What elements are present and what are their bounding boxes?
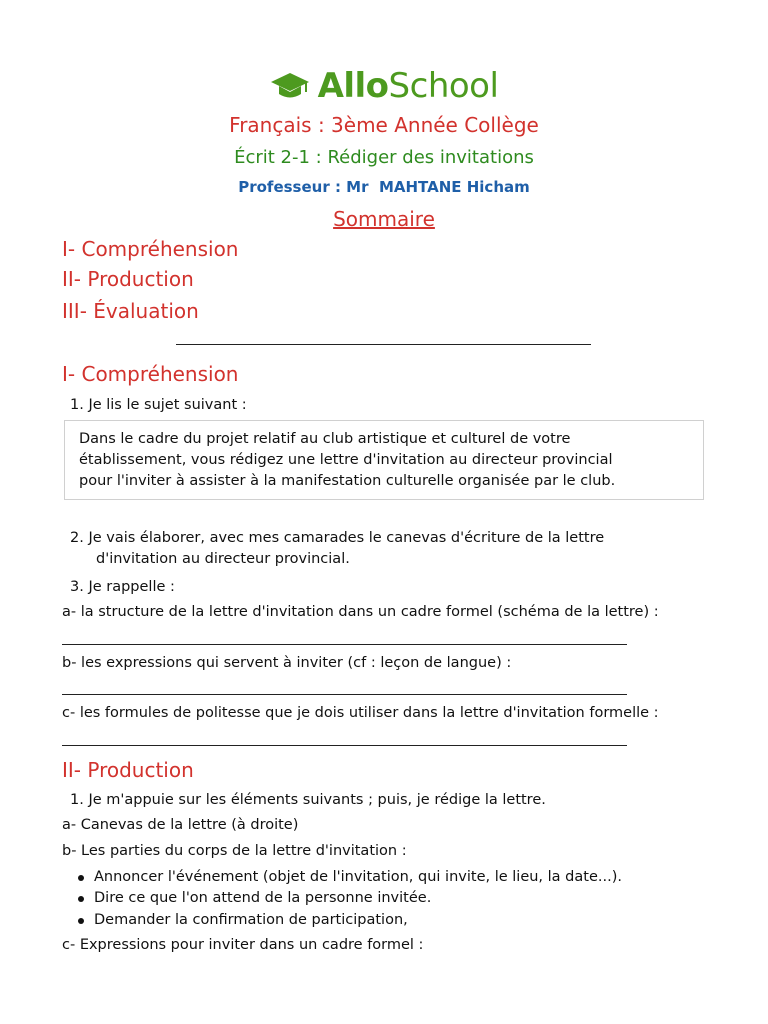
- item-2-continued: d'invitation au directeur provincial.: [96, 551, 350, 567]
- item-1: 1. Je lis le sujet suivant :: [70, 397, 247, 413]
- graduation-cap-icon: [270, 71, 310, 101]
- bullet-dot: [78, 896, 84, 902]
- alloschool-logo[interactable]: [0, 66, 768, 106]
- production-c: c- Expressions pour inviter dans un cadre formel :: [62, 937, 424, 953]
- toc-item-production[interactable]: II- Production: [62, 267, 194, 291]
- answer-line-c[interactable]: [62, 745, 627, 746]
- question-c: c- les formules de politesse que je dois utiliser dans la lettre d'invitation formelle :: [62, 705, 659, 721]
- answer-line-a[interactable]: [62, 644, 627, 645]
- item-3: 3. Je rappelle :: [70, 579, 175, 595]
- brand-bold: Allo: [317, 66, 389, 106]
- answer-line-b[interactable]: [62, 694, 627, 695]
- toc-item-evaluation[interactable]: III- Évaluation: [62, 299, 199, 323]
- question-a: a- la structure de la lettre d'invitation dans un cadre formel (schéma de la lettre) :: [62, 604, 659, 620]
- production-b: b- Les parties du corps de la lettre d'invitation :: [62, 843, 407, 859]
- professor-name: Professeur : Mr MAHTANE Hicham: [238, 178, 530, 196]
- bullet-item-3: Demander la confirmation de participation,: [94, 912, 408, 928]
- production-a: a- Canevas de la lettre (à droite): [62, 817, 299, 833]
- bullet-item-2: Dire ce que l'on attend de la personne invitée.: [94, 890, 432, 906]
- toc-item-comprehension[interactable]: I- Compréhension: [62, 237, 239, 261]
- item-2: 2. Je vais élaborer, avec mes camarades le canevas d'écriture de la lettre: [70, 530, 605, 546]
- summary-title: Sommaire: [333, 207, 435, 231]
- course-title: Français : 3ème Année Collège: [229, 113, 539, 137]
- subject-box: [64, 420, 704, 500]
- lesson-subtitle: Écrit 2-1 : Rédiger des invitations: [234, 147, 534, 168]
- production-item-1: 1. Je m'appuie sur les éléments suivants ; puis, je rédige la lettre.: [70, 792, 546, 808]
- section-production-title: II- Production: [62, 758, 194, 782]
- section-comprehension-title: I- Compréhension: [62, 362, 239, 386]
- subject-line-1: Dans le cadre du projet relatif au club artistique et culturel de votre: [79, 431, 571, 447]
- bullet-item-1: Annoncer l'événement (objet de l'invitation, qui invite, le lieu, la date...).: [94, 869, 622, 885]
- subject-line-3: pour l'inviter à assister à la manifestation culturelle organisée par le club.: [79, 473, 616, 489]
- brand-name: [318, 66, 499, 106]
- question-b: b- les expressions qui servent à inviter (cf : leçon de langue) :: [62, 655, 512, 671]
- subject-line-2: établissement, vous rédigez une lettre d'invitation au directeur provincial: [79, 452, 613, 468]
- bullet-dot: [78, 918, 84, 924]
- brand-rest: School: [388, 66, 499, 106]
- bullet-dot: [78, 875, 84, 881]
- separator-line: [176, 344, 591, 345]
